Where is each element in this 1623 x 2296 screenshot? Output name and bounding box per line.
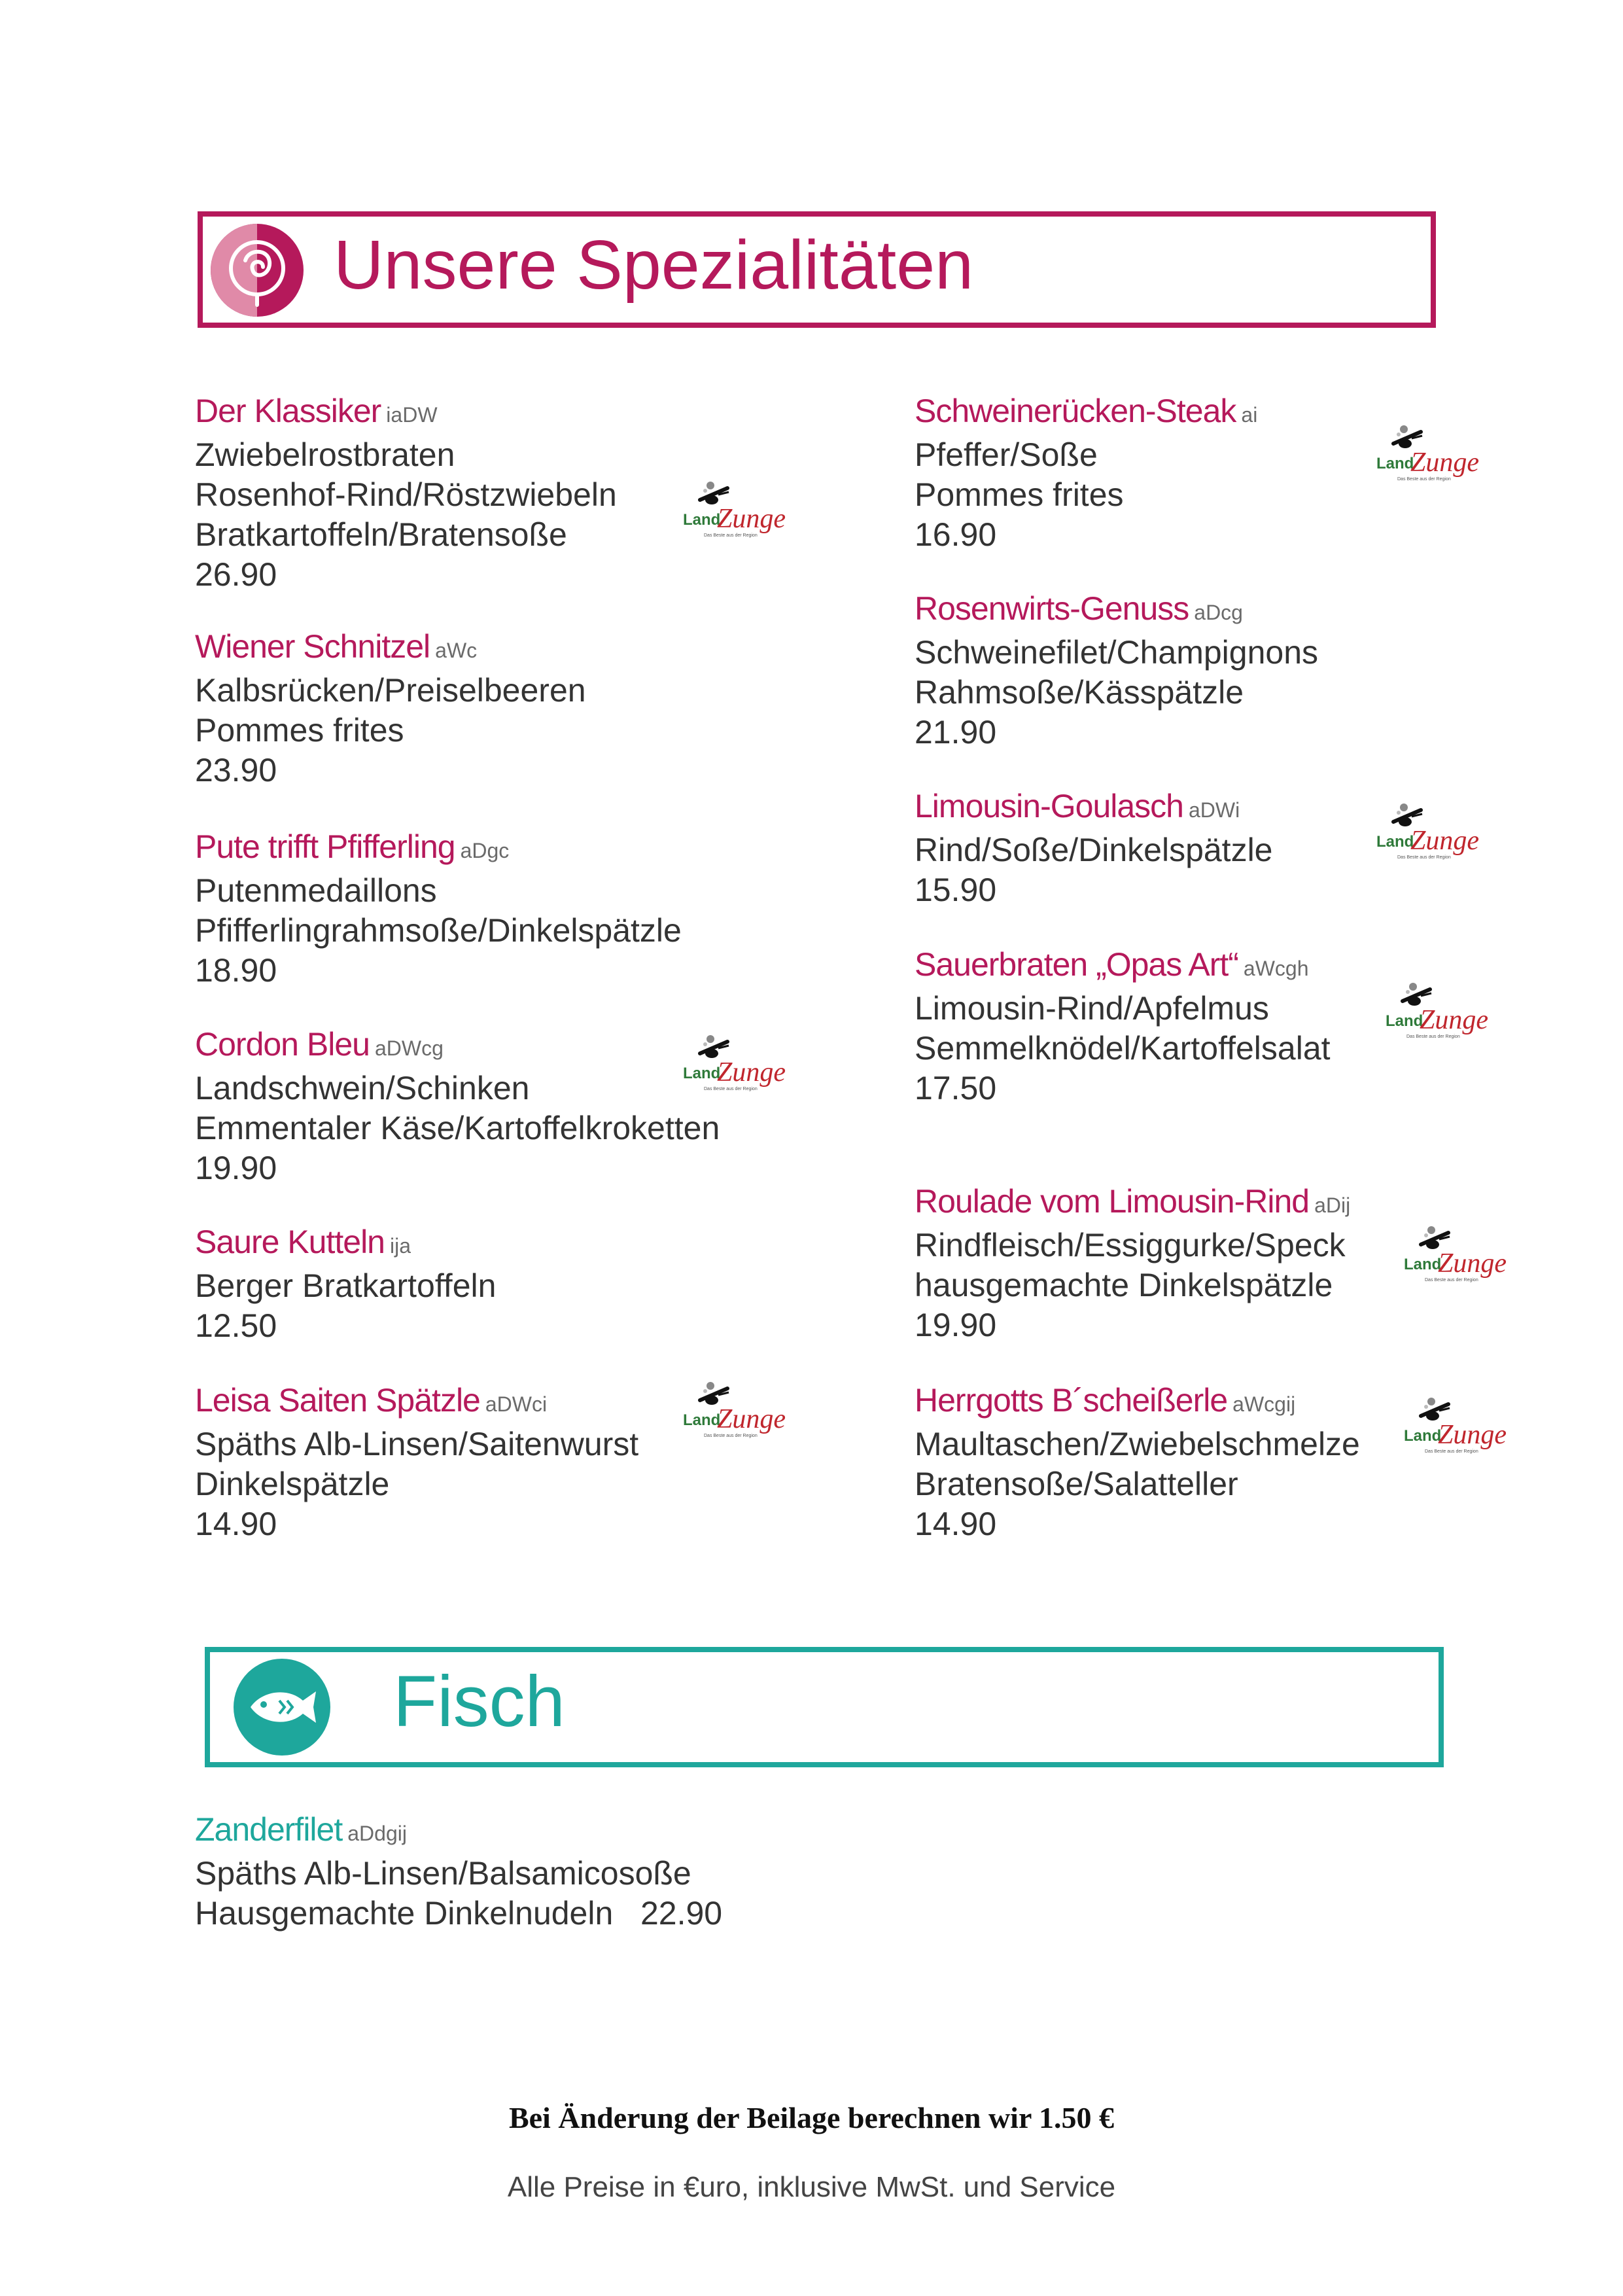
allergen-code: aDWcg xyxy=(374,1036,444,1060)
dish-price: 21.90 xyxy=(915,714,997,751)
rose-icon xyxy=(209,222,305,318)
dish-line: Pommes frites xyxy=(195,712,404,749)
svg-text:Land: Land xyxy=(1376,833,1414,851)
dish-pute-trifft-pfifferling xyxy=(195,827,682,991)
section-title-specials: Unsere Spezialitäten xyxy=(334,226,974,304)
dish-line: Semmelknödel/Kartoffelsalat xyxy=(915,1030,1331,1067)
dish-price: 19.90 xyxy=(195,1150,277,1186)
svg-text:Zunge: Zunge xyxy=(1438,1248,1507,1279)
dish-line: Zwiebelrostbraten xyxy=(195,436,455,473)
svg-text:Land: Land xyxy=(1386,1012,1423,1030)
allergen-code: aDgc xyxy=(460,839,510,862)
dish-line: Schweinefilet/Champignons xyxy=(915,634,1319,671)
allergen-code: ija xyxy=(389,1234,411,1258)
dish-der-klassiker xyxy=(195,391,617,595)
dish-price: 19.90 xyxy=(915,1307,997,1343)
svg-text:Das Beste aus der Region: Das Beste aus der Region xyxy=(1425,1278,1478,1282)
landzunge-badge xyxy=(680,1377,786,1445)
allergen-code: iaDW xyxy=(386,403,438,427)
dish-name: Limousin-Goulasch xyxy=(915,788,1183,824)
dish-line: Limousin-Rind/Apfelmus xyxy=(915,990,1269,1027)
svg-text:Das Beste aus der Region: Das Beste aus der Region xyxy=(704,1434,758,1438)
landzunge-logo-icon xyxy=(680,1030,786,1098)
dish-line: Bratkartoffeln/Bratensoße xyxy=(195,516,567,553)
allergen-code: aDij xyxy=(1314,1193,1351,1217)
dish-name: Roulade vom Limousin-Rind xyxy=(915,1183,1310,1220)
dish-name: Pute trifft Pfifferling xyxy=(195,828,455,865)
dish-name: Zanderfilet xyxy=(195,1811,343,1848)
dish-line: Putenmedaillons xyxy=(195,872,437,909)
landzunge-badge xyxy=(680,476,786,544)
dish-line: Rindfleisch/Essiggurke/Speck xyxy=(915,1227,1346,1263)
svg-text:Das Beste aus der Region: Das Beste aus der Region xyxy=(1406,1034,1460,1039)
dish-price: 15.90 xyxy=(915,872,997,908)
dish-price: 18.90 xyxy=(195,952,277,989)
dish-leisa-saiten-spaetzle xyxy=(195,1381,638,1544)
dish-roulade xyxy=(915,1182,1350,1345)
landzunge-logo-icon xyxy=(1401,1221,1507,1289)
dish-line: Maultaschen/Zwiebelschmelze xyxy=(915,1426,1360,1462)
dish-name: Leisa Saiten Spätzle xyxy=(195,1382,480,1419)
dish-line: hausgemachte Dinkelspätzle xyxy=(915,1267,1333,1303)
landzunge-badge xyxy=(1374,798,1479,866)
landzunge-badge xyxy=(1401,1392,1507,1460)
svg-text:Zunge: Zunge xyxy=(717,1057,786,1087)
section-title-fish: Fisch xyxy=(393,1661,565,1742)
dish-price: 17.50 xyxy=(915,1070,997,1106)
svg-text:Land: Land xyxy=(683,1411,721,1429)
dish-price: 16.90 xyxy=(915,516,997,553)
dish-wiener-schnitzel xyxy=(195,627,586,790)
dish-line: Späths Alb-Linsen/Balsamicosoße xyxy=(195,1855,691,1892)
svg-text:Land: Land xyxy=(683,1065,721,1082)
allergen-code: aWc xyxy=(435,639,478,662)
svg-text:Das Beste aus der Region: Das Beste aus der Region xyxy=(1425,1449,1478,1454)
allergen-code: aWcgh xyxy=(1243,957,1309,980)
svg-text:Zunge: Zunge xyxy=(1438,1420,1507,1450)
allergen-code: aWcgij xyxy=(1232,1392,1296,1416)
svg-text:Land: Land xyxy=(1404,1256,1442,1273)
allergen-code: aDdgij xyxy=(347,1822,407,1845)
dish-line: Rosenhof-Rind/Röstzwiebeln xyxy=(195,476,617,513)
dish-name: Wiener Schnitzel xyxy=(195,628,430,665)
dish-herrgotts-bscheisserle xyxy=(915,1381,1360,1544)
dish-price: 14.90 xyxy=(915,1506,997,1542)
landzunge-logo-icon xyxy=(1383,978,1488,1046)
svg-text:Das Beste aus der Region: Das Beste aus der Region xyxy=(704,533,758,538)
svg-text:Land: Land xyxy=(1376,455,1414,472)
landzunge-logo-icon xyxy=(1401,1392,1507,1460)
landzunge-logo-icon xyxy=(680,1377,786,1445)
dish-rosenwirts-genuss xyxy=(915,589,1318,752)
dish-zanderfilet xyxy=(195,1810,722,1934)
specials-header-box xyxy=(198,211,1436,328)
price-note: Alle Preise in €uro, inklusive MwSt. und Service xyxy=(507,2171,1116,2203)
side-change-note: Bei Änderung der Beilage berechnen wir 1.50 € xyxy=(508,2101,1115,2134)
dish-price: 12.50 xyxy=(195,1307,277,1344)
dish-name: Schweinerücken-Steak xyxy=(915,393,1236,429)
dish-line: Kalbsrücken/Preiselbeeren xyxy=(195,672,586,709)
svg-text:Das Beste aus der Region: Das Beste aus der Region xyxy=(704,1087,758,1091)
svg-text:Das Beste aus der Region: Das Beste aus der Region xyxy=(1397,855,1451,860)
dish-line: Bratensoße/Salatteller xyxy=(915,1466,1238,1502)
allergen-code: ai xyxy=(1241,403,1258,427)
dish-name: Saure Kutteln xyxy=(195,1224,385,1260)
svg-text:Zunge: Zunge xyxy=(1410,448,1479,478)
landzunge-badge xyxy=(1383,978,1488,1046)
dish-schweineruecken-steak xyxy=(915,391,1257,555)
landzunge-logo-icon xyxy=(680,476,786,544)
dish-sauerbraten xyxy=(915,945,1331,1108)
dish-line: Landschwein/Schinken xyxy=(195,1070,530,1106)
svg-text:Zunge: Zunge xyxy=(1410,826,1479,856)
allergen-code: aDWci xyxy=(485,1392,548,1416)
dish-line-with-price: Hausgemachte Dinkelnudeln 22.90 xyxy=(195,1895,723,1932)
landzunge-logo-icon xyxy=(1374,420,1479,488)
landzunge-logo-icon xyxy=(1374,798,1479,866)
svg-text:Land: Land xyxy=(683,511,721,529)
dish-line: Pfifferlingrahmsoße/Dinkelspätzle xyxy=(195,912,682,949)
svg-text:Zunge: Zunge xyxy=(717,1404,786,1434)
allergen-code: aDcg xyxy=(1194,601,1243,624)
dish-name: Cordon Bleu xyxy=(195,1026,370,1063)
allergen-code: aDWi xyxy=(1188,798,1240,822)
svg-text:Das Beste aus der Region: Das Beste aus der Region xyxy=(1397,477,1451,482)
dish-price: 23.90 xyxy=(195,752,277,788)
fish-icon xyxy=(232,1657,332,1757)
dish-cordon-bleu xyxy=(195,1025,720,1188)
dish-name: Herrgotts B´scheißerle xyxy=(915,1382,1228,1419)
dish-line: Rind/Soße/Dinkelspätzle xyxy=(915,832,1273,868)
dish-line: Berger Bratkartoffeln xyxy=(195,1267,497,1304)
dish-line: Späths Alb-Linsen/Saitenwurst xyxy=(195,1426,639,1462)
dish-name: Der Klassiker xyxy=(195,393,381,429)
dish-price: 14.90 xyxy=(195,1506,277,1542)
dish-line: Emmentaler Käse/Kartoffelkroketten xyxy=(195,1110,720,1146)
dish-line: Pfeffer/Soße xyxy=(915,436,1098,473)
svg-text:Land: Land xyxy=(1404,1427,1442,1445)
dish-line: Rahmsoße/Kässpätzle xyxy=(915,674,1244,711)
landzunge-badge xyxy=(1401,1221,1507,1289)
dish-line: Pommes frites xyxy=(915,476,1124,513)
fish-header-box xyxy=(205,1647,1444,1767)
dish-limousin-goulasch xyxy=(915,786,1273,910)
dish-name: Rosenwirts-Genuss xyxy=(915,590,1189,627)
dish-saure-kutteln xyxy=(195,1222,496,1346)
landzunge-badge xyxy=(680,1030,786,1098)
dish-line: Dinkelspätzle xyxy=(195,1466,390,1502)
svg-text:Zunge: Zunge xyxy=(717,504,786,534)
dish-price: 26.90 xyxy=(195,556,277,593)
svg-text:Zunge: Zunge xyxy=(1420,1005,1488,1035)
landzunge-badge xyxy=(1374,420,1479,488)
dish-name: Sauerbraten „Opas Art“ xyxy=(915,946,1238,983)
